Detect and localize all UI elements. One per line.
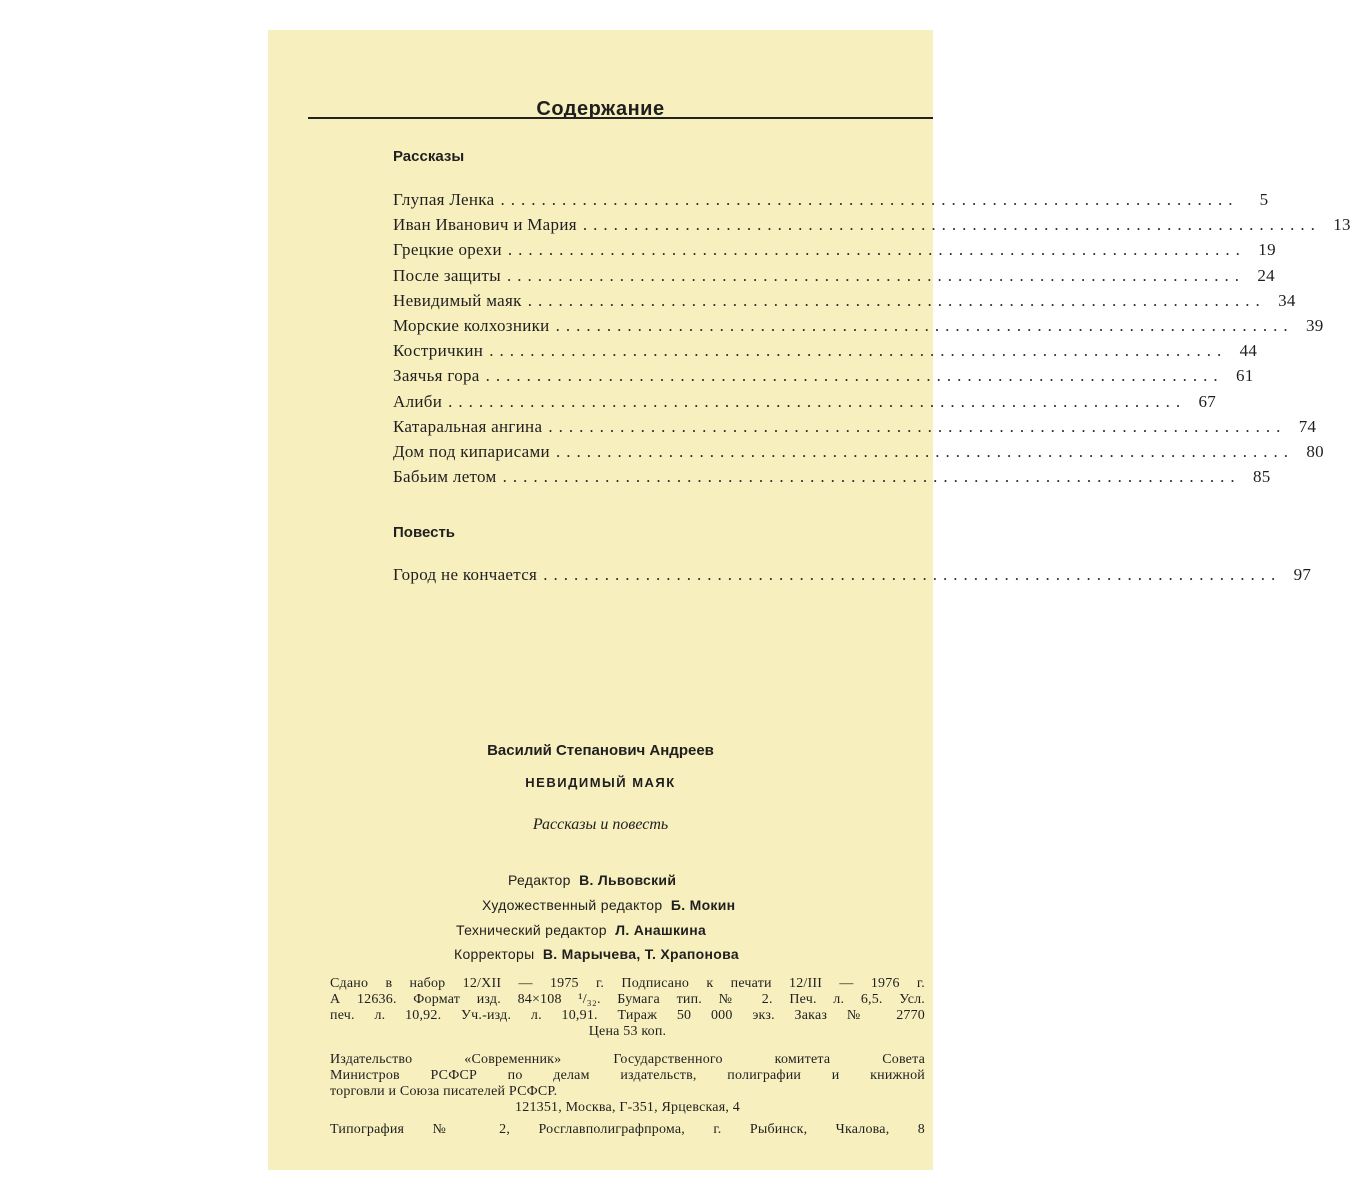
- printer-info: [330, 1122, 925, 1138]
- credit-name: В. Марычева, Т. Храпонова: [542, 946, 739, 962]
- toc-entry-title: Невидимый маяк: [393, 290, 522, 310]
- toc-leader-dots: ........................................................................: [548, 416, 1287, 436]
- toc-entry: [393, 341, 1258, 366]
- toc-leader-dots: ........................................................................: [448, 391, 1187, 411]
- toc-entry: [393, 391, 1217, 417]
- printer-line: Типография № 2, Росглавполиграфпрома, г. Рыбинск, Чкалова, 8: [330, 1122, 925, 1137]
- book-page: [268, 30, 1351, 1170]
- toc-entry-page: 80: [1306, 441, 1324, 461]
- toc-entry-title: Глупая Ленка: [393, 190, 495, 209]
- toc-entry: [393, 441, 1324, 467]
- toc-entry-title: Морские колхозники: [393, 315, 550, 335]
- toc-leader-dots: ........................................................................: [500, 190, 1239, 209]
- toc-entry: [393, 366, 1254, 391]
- credit-role: Редактор: [508, 872, 571, 888]
- toc-leader-dots: ........................................................................: [543, 565, 1282, 584]
- toc-entry-title: Иван Иванович и Мария: [393, 215, 577, 235]
- toc-entry-title: Заячья гора: [393, 366, 480, 386]
- toc-entry-title: Катаральная ангина: [393, 416, 543, 436]
- toc-entry: [393, 467, 1271, 492]
- toc-entry: [393, 315, 1324, 341]
- toc-entry-page: 85: [1252, 467, 1271, 487]
- toc-entry-page: 19: [1258, 240, 1276, 260]
- price-line: Цена 53 коп.: [588, 1024, 667, 1039]
- toc-entry-page: 34: [1278, 290, 1296, 310]
- toc-leader-dots: ........................................................................: [502, 467, 1241, 487]
- imprint-book-title: НЕВИДИМЫЙ МАЯК: [525, 775, 676, 790]
- toc-entry: [393, 290, 1296, 316]
- toc-entry-page: 24: [1257, 265, 1275, 285]
- publisher-line: Министров РСФСР по делам издательств, полиграфии и книжной: [330, 1068, 925, 1083]
- toc-entry-page: 61: [1236, 366, 1254, 386]
- credit-proofreaders: [454, 946, 739, 962]
- toc-leader-dots: ........................................................................: [507, 240, 1246, 260]
- credit-art-editor: [482, 897, 735, 913]
- credit-name: Л. Анашкина: [615, 922, 707, 938]
- print-info-line: печ. л. 10,92. Уч.-изд. л. 10,91. Тираж 50 000 экз. Заказ № 2770: [330, 1008, 925, 1023]
- toc-entry-page: 44: [1239, 341, 1258, 361]
- toc-entry-title: Город не кончается: [393, 565, 538, 584]
- toc-leader-dots: ........................................................................: [527, 290, 1266, 310]
- print-info: [330, 976, 925, 1040]
- toc-entry-title: Грецкие орехи: [393, 240, 502, 260]
- toc-entry-page: 5: [1259, 190, 1269, 209]
- publisher-info: [330, 1052, 925, 1116]
- print-info-line: Сдано в набор 12/XII — 1975 г. Подписано к печати 12/III — 1976 г.: [330, 976, 925, 991]
- credit-name: Б. Мокин: [670, 897, 736, 913]
- toc-entry-page: 13: [1333, 215, 1351, 235]
- credit-role: Корректоры: [454, 946, 535, 962]
- toc-entry-page: 74: [1298, 416, 1317, 436]
- toc-leader-dots: ........................................................................: [485, 366, 1224, 386]
- publisher-address: 121351, Москва, Г-351, Ярцевская, 4: [515, 1100, 740, 1115]
- section-heading-novella: Повесть: [393, 524, 456, 541]
- toc-leader-dots: ........................................................................: [489, 341, 1228, 361]
- imprint-author: Василий Степанович Андреев: [487, 742, 714, 759]
- toc-entry-title: Костричкин: [393, 341, 484, 361]
- toc-list-novella: [393, 565, 1312, 590]
- credit-role: Художественный редактор: [482, 897, 663, 913]
- toc-entry: [393, 565, 1312, 590]
- credit-role: Технический редактор: [456, 922, 607, 938]
- toc-list-stories: [393, 190, 1351, 492]
- print-info-line: А 12636. Формат изд. 84×108 ¹/₃₂. Бумага тип. № 2. Печ. л. 6,5. Усл.: [330, 992, 925, 1007]
- toc-leader-dots: ........................................................................: [582, 215, 1321, 235]
- publisher-line: торговли и Союза писателей РСФСР.: [330, 1084, 558, 1099]
- toc-entry: [393, 416, 1317, 442]
- toc-entry-page: 39: [1305, 315, 1324, 335]
- toc-entry: [393, 265, 1275, 291]
- credit-tech-editor: [456, 922, 706, 938]
- toc-entry-page: 67: [1198, 391, 1217, 411]
- toc-entry-page: 97: [1293, 565, 1312, 584]
- toc-leader-dots: ........................................................................: [555, 441, 1294, 461]
- toc-entry-title: После защиты: [393, 265, 501, 285]
- credit-name: В. Львовский: [579, 872, 677, 888]
- toc-entry: [393, 240, 1276, 265]
- section-heading-stories: Рассказы: [393, 148, 465, 165]
- toc-leader-dots: ........................................................................: [555, 315, 1294, 335]
- toc-leader-dots: ........................................................................: [506, 265, 1245, 285]
- toc-entry: [393, 190, 1269, 215]
- imprint-subtitle: Рассказы и повесть: [532, 816, 669, 833]
- credit-editor: [508, 872, 676, 888]
- title-divider: [308, 117, 933, 119]
- page-title: Содержание: [536, 98, 665, 120]
- toc-entry-title: Бабьим летом: [393, 467, 497, 487]
- toc-entry-title: Дом под кипарисами: [393, 441, 550, 461]
- toc-entry-title: Алиби: [393, 391, 443, 411]
- publisher-line: Издательство «Современник» Государственного комитета Совета: [330, 1052, 925, 1067]
- toc-entry: [393, 215, 1351, 240]
